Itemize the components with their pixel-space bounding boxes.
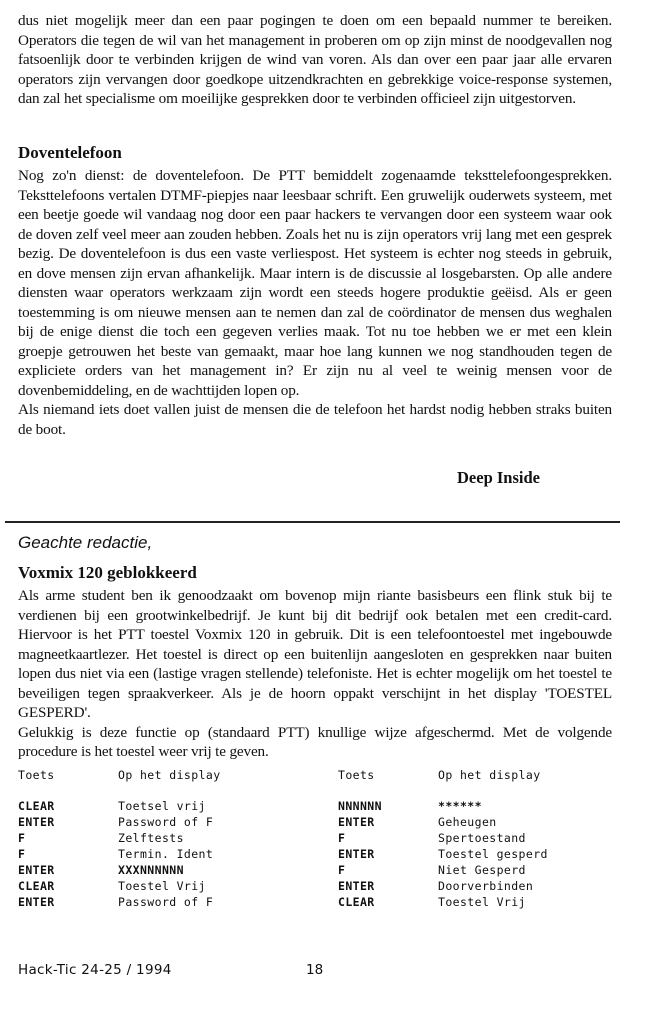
table-cell-key: F: [338, 863, 346, 877]
intro-paragraph: dus niet mogelijk meer dan een paar pogingen te doen om een bepaald nummer te bereiken. Operators die tegen de wil van het management in proberen om op zijn minst de noodgevallen nog fatsoenlijk door te verbinden krijgen de wind van voren. Als dan over een paar jaar alle ervaren operators zijn vervangen door goedkope uitzendkrachten en gebrekkige voice-response systemen, dan zal het specialisme om moeilijke gesprekken door te verbinden officieel zijn uitgestorven.: [18, 12, 612, 107]
section-divider: [5, 521, 620, 523]
letter-body: [18, 586, 612, 762]
table-cell-key: ENTER: [18, 815, 55, 829]
table-cell-display: Toestel Vrij: [118, 879, 206, 893]
table-header-display-left: Op het display: [118, 768, 221, 782]
table-cell-key: F: [338, 831, 346, 845]
article-intro: [18, 11, 612, 109]
table-cell-key: ENTER: [18, 863, 55, 877]
table-cell-display: XXXNNNNNN: [118, 863, 184, 877]
table-cell-display: Toestel gesperd: [438, 847, 548, 861]
author-signature: Deep Inside: [457, 468, 540, 487]
footer-publication: Hack-Tic 24-25 / 1994: [18, 962, 172, 978]
section-heading-doventelefoon: Doventelefoon: [18, 143, 122, 162]
letter-paragraph-1: Als arme student ben ik genoodzaakt om bovenop mijn riante basisbeurs een flink stuk bij te verdienen bij een grootwinkelbedrijf. Je kunt bij dit bedrijf ook betalen met een credit-card. Hiervoor is het PTT toestel Voxmix 120 in gebruik. Dit is een telefoontoestel met ingebouwde magneetkaartlezer. Het toestel is direct op een buitenlijn aangesloten en gesprekken naar buiten lopen dus niet via een (lastige vragen stellende) telefoniste. Het is echter mogelijk om het toestel te beveiligen tegen spraakverkeer. Als je de hoorn oppakt verschijnt in het display 'TOESTEL GESPERD'.: [18, 587, 612, 721]
table-cell-display: ******: [438, 799, 482, 813]
table-cell-display: Geheugen: [438, 815, 497, 829]
table-header-display-right: Op het display: [438, 768, 541, 782]
table-cell-display: Spertoestand: [438, 831, 526, 845]
table-cell-key: CLEAR: [338, 895, 375, 909]
table-cell-display: Termin. Ident: [118, 847, 214, 861]
table-cell-key: CLEAR: [18, 799, 55, 813]
table-cell-key: ENTER: [338, 879, 375, 893]
table-cell-display: Toetsel vrij: [118, 799, 206, 813]
table-cell-key: ENTER: [338, 815, 375, 829]
table-cell-key: NNNNNN: [338, 799, 382, 813]
footer-page-number: 18: [306, 962, 324, 978]
table-cell-key: F: [18, 847, 26, 861]
table-cell-display: Doorverbinden: [438, 879, 534, 893]
letter-paragraph-2: Gelukkig is deze functie op (standaard PTT) knullige wijze afgeschermd. Met de volgende procedure is het toestel weer vrij te geven.: [18, 723, 612, 760]
table-cell-key: ENTER: [338, 847, 375, 861]
table-cell-key: CLEAR: [18, 879, 55, 893]
table-cell-display: Niet Gesperd: [438, 863, 526, 877]
table-cell-display: Toestel Vrij: [438, 895, 526, 909]
table-header-key-right: Toets: [338, 768, 375, 782]
table-cell-display: Zelftests: [118, 831, 184, 845]
table-cell-key: F: [18, 831, 26, 845]
table-header-key-left: Toets: [18, 768, 55, 782]
doventelefoon-body: [18, 166, 612, 439]
table-cell-key: ENTER: [18, 895, 55, 909]
table-cell-display: Password of F: [118, 815, 214, 829]
letter-salutation: Geachte redactie,: [18, 533, 153, 552]
doventelefoon-paragraph-2: Als niemand iets doet vallen juist de mensen die de telefoon het hardst nodig hebben straks buiten de boot.: [18, 401, 612, 438]
letter-heading: Voxmix 120 geblokkeerd: [18, 563, 197, 582]
doventelefoon-paragraph-1: Nog zo'n dienst: de doventelefoon. De PTT bemiddelt zogenaamde teksttelefoongesprekken. Teksttelefoons vertalen DTMF-piepjes naar leesbaar schrift. Een gruwelijk ouderwets systeem, met een beetje goede wil vandaag nog door een paar hackers te vervangen door een systeem waar ook de doven zelf veel meer aan zouden hebben. Zoals het nu is zijn operators vrij lang met een gesprek bezig. De doventelefoon is dus een vaste verliespost. Het systeem is echter nog steeds in gebruik, en dove mensen zijn ervan afhankelijk. Maar intern is de discussie al losgebarsten. Op alle andere diensten waar operators werkzaam zijn wordt een steeds hogere produktie geëisd. Als er geen toestemming is om nieuwe mensen aan te nemen dan zal de coördinator de mensen dus weghalen bij de enige dienst die toch een gegeven verlies maak. Tot nu toe hebben we er met een klein groepje getrouwen het beste van gemaakt, maar hoe lang kunnen we nog standhouden tegen de expliciete orders van het management in? Er zijn nu al veel te weinig mensen voor de dovenbemiddeling, en de wachttijden lopen op.: [18, 167, 612, 399]
table-cell-display: Password of F: [118, 895, 214, 909]
